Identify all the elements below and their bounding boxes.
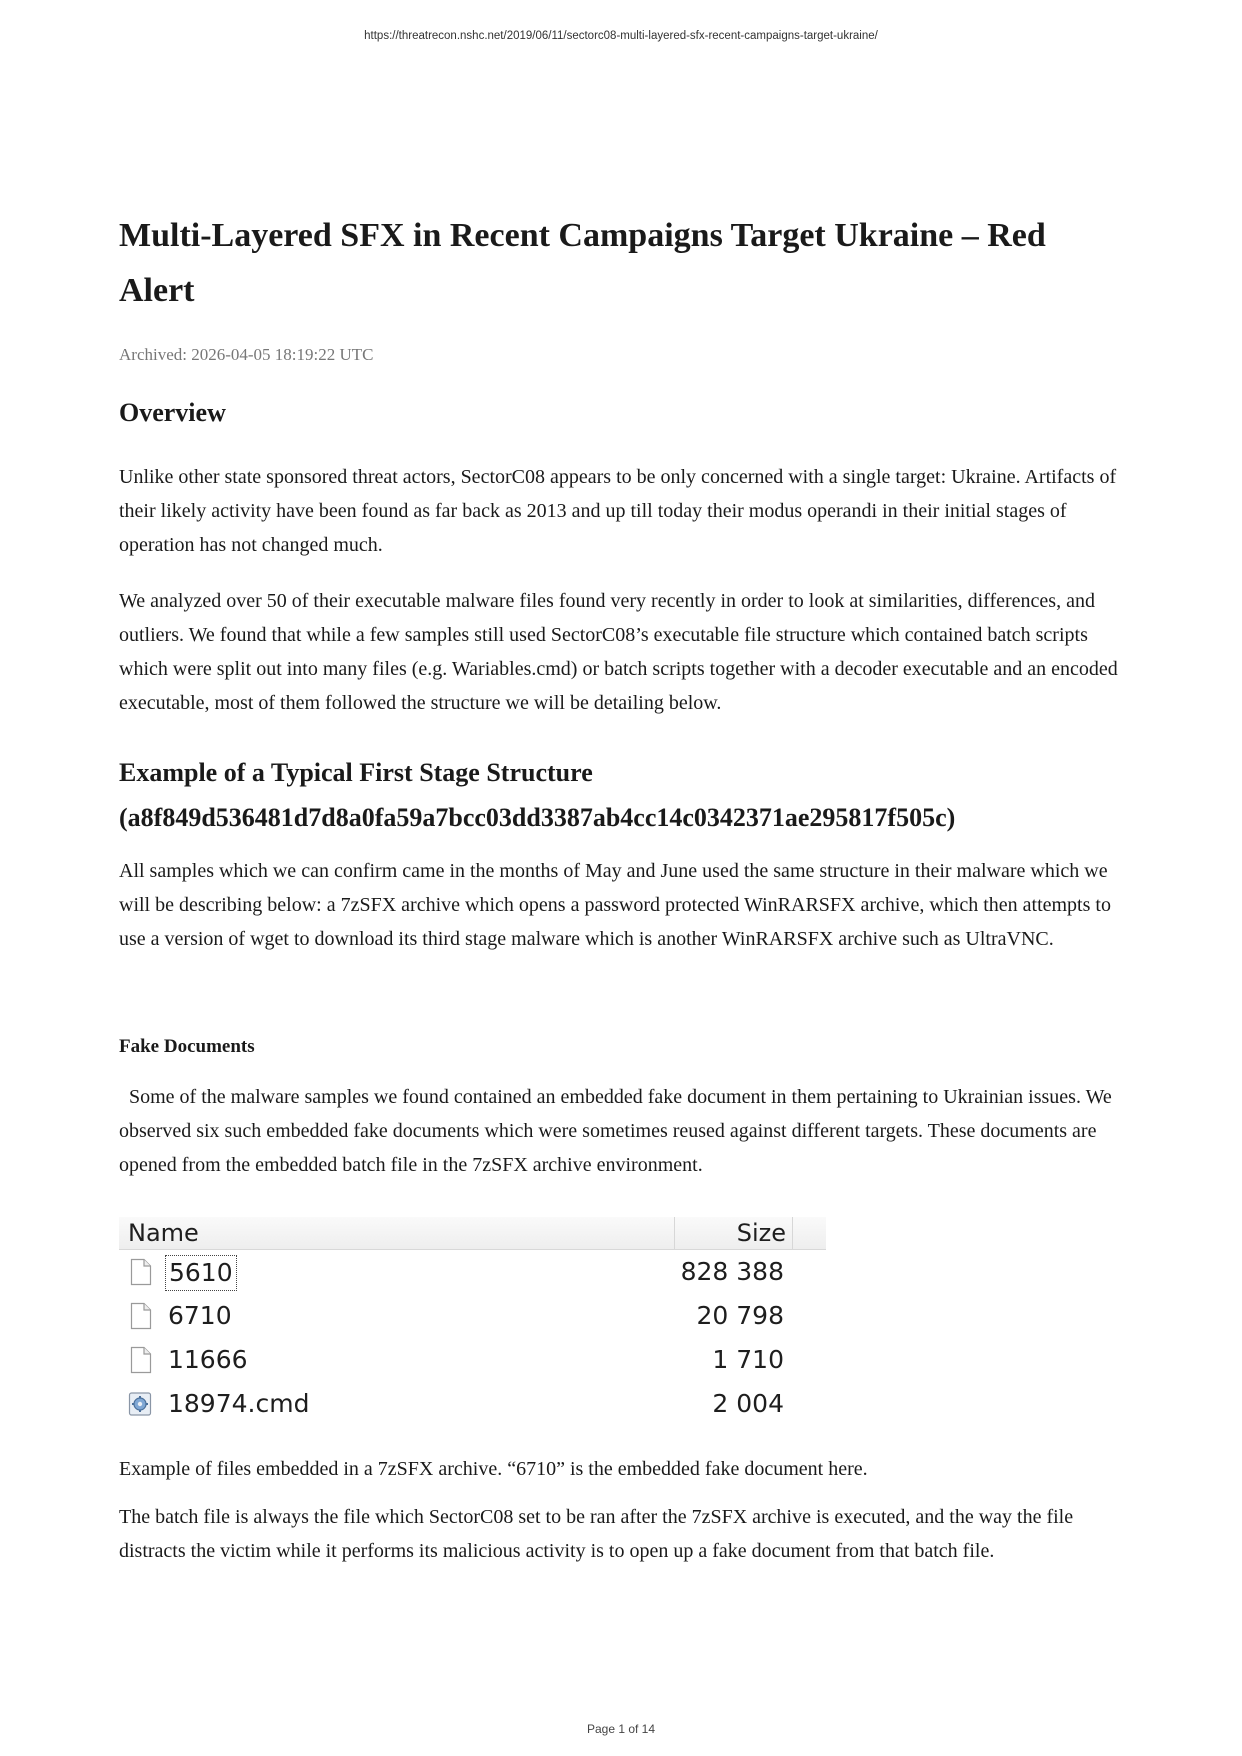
batch-file-gear-icon <box>127 1390 153 1418</box>
blank-file-icon <box>130 1302 152 1330</box>
blank-file-icon <box>130 1258 152 1286</box>
file-name: 5610 <box>165 1255 237 1291</box>
batch-file-paragraph: The batch file is always the file which SectorC08 set to be ran after the 7zSFX archive is executed, and the way the file distracts the victim while it performs its malicious activity is to open up a fake document from that batch file. <box>119 1506 1074 1562</box>
figure-caption: Example of files embedded in a 7zSFX archive. “6710” is the embedded fake document here. <box>119 1458 868 1480</box>
file-list-header <box>119 1217 826 1250</box>
file-listing-screenshot <box>119 1205 826 1425</box>
file-row <box>119 1383 826 1427</box>
blank-file-icon <box>130 1346 152 1374</box>
file-size: 2 004 <box>712 1389 784 1418</box>
fake-documents-paragraph: Some of the malware samples we found contained an embedded fake document in them pertaining to Ukrainian issues. We observed six such embedded fake documents which were sometimes reused against different targets. These documents are opened from the embedded batch file in the 7zSFX archive environment. <box>119 1086 1117 1176</box>
column-divider <box>792 1217 793 1249</box>
file-name: 18974.cmd <box>168 1389 310 1418</box>
overview-heading: Overview <box>119 398 226 427</box>
column-header-name: Name <box>128 1219 199 1247</box>
file-row <box>119 1251 826 1295</box>
overview-paragraph-2: We analyzed over 50 of their executable malware files found very recently in order to look at similarities, differences, and outliers. We found that while a few samples still used SectorC08’s executable file structure which contained batch scripts which were split out into many files (e.g. Wariables.cmd) or batch scripts together with a decoder executable and an encoded executable, most of them followed the structure we will be detailing below. <box>119 590 1118 714</box>
file-row <box>119 1295 826 1339</box>
example-heading <box>119 750 1124 840</box>
file-size: 828 388 <box>680 1257 784 1286</box>
file-size: 1 710 <box>712 1345 784 1374</box>
example-heading-hash: (a8f849d536481d7d8a0fa59a7bcc03dd3387ab4cc14c0342371ae295817f505c) <box>119 803 956 832</box>
example-heading-line1: Example of a Typical First Stage Structure <box>119 758 593 787</box>
overview-paragraph-1: Unlike other state sponsored threat actors, SectorC08 appears to be only concerned with a single target: Ukraine. Artifacts of their likely activity have been found as far back as 2013 and up till today their modus operandi in their initial stages of operation has not changed much. <box>119 466 1117 556</box>
column-header-size: Size <box>736 1219 786 1247</box>
file-name: 11666 <box>168 1345 248 1374</box>
page-url: https://threatrecon.nshc.net/2019/06/11/sectorc08-multi-layered-sfx-recent-campaigns-target-ukraine/ <box>364 30 878 42</box>
example-paragraph: All samples which we can confirm came in the months of May and June used the same structure in their malware which we will be describing below: a 7zSFX archive which opens a password protected WinRARSFX archive, which then attempts to use a version of wget to download its third stage malware which is another WinRARSFX archive such as UltraVNC. <box>119 860 1111 950</box>
article <box>119 208 1124 1568</box>
file-size: 20 798 <box>696 1301 784 1330</box>
page-number: Page 1 of 14 <box>586 1722 656 1736</box>
file-row <box>119 1339 826 1383</box>
column-divider <box>674 1217 675 1249</box>
article-title: Multi-Layered SFX in Recent Campaigns Target Ukraine – Red Alert <box>119 217 1046 309</box>
archived-timestamp: Archived: 2026-04-05 18:19:22 UTC <box>119 345 374 364</box>
fake-documents-heading: Fake Documents <box>119 1036 255 1057</box>
file-name: 6710 <box>168 1301 232 1330</box>
